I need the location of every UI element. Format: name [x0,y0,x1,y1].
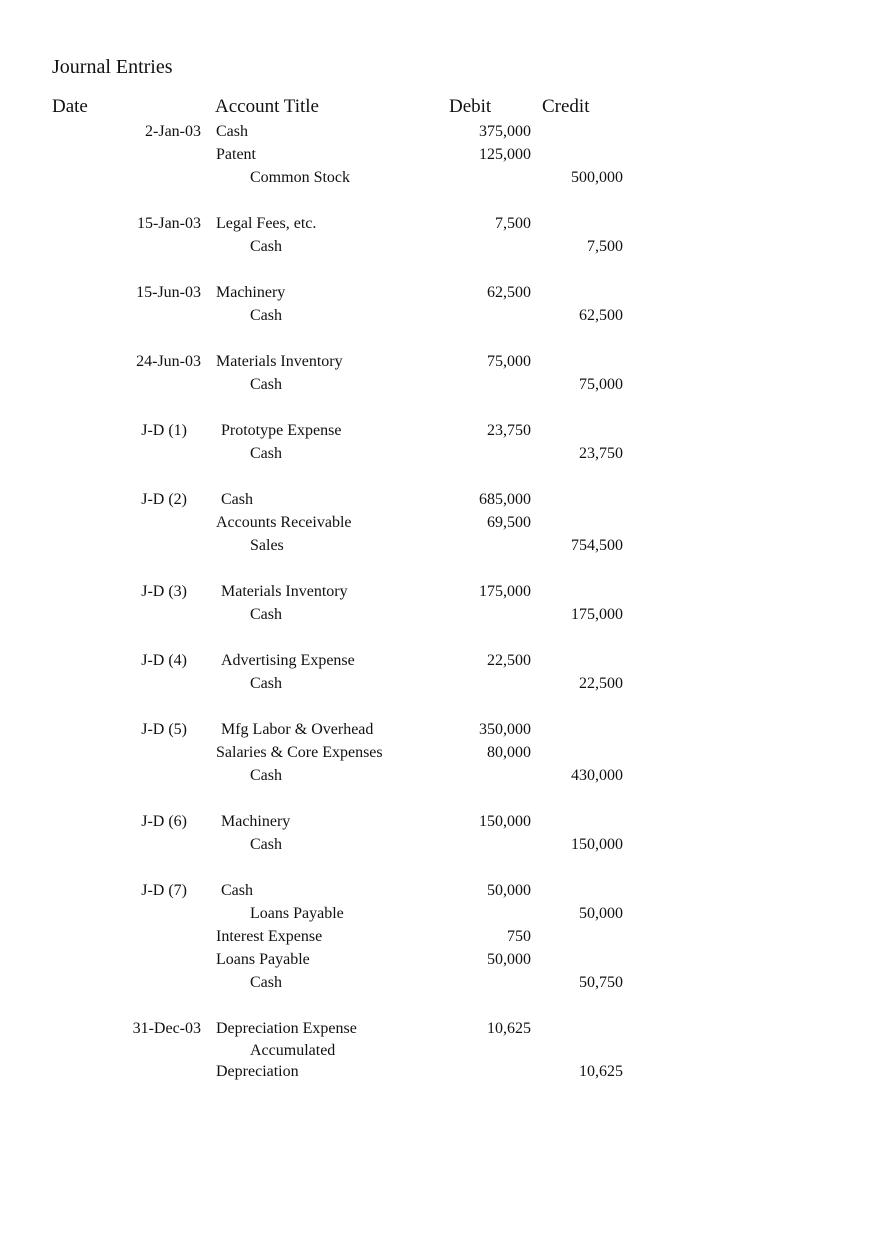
entry-line [0,833,880,856]
entry-line [0,1040,880,1061]
debit-column-header: Debit [449,96,492,117]
account-title: Machinery [216,284,286,301]
entry-date: J-D (6) [141,813,187,830]
debit-amount: 375,000 [479,123,531,140]
entry-date: 15-Jun-03 [136,284,201,301]
entry-line [0,902,880,925]
journal-entry [0,810,880,856]
entry-line [0,810,880,833]
entry-line [0,419,880,442]
account-title: Materials Inventory [221,583,348,600]
account-title: Mfg Labor & Overhead [221,721,374,738]
credit-amount: 754,500 [571,537,623,554]
debit-amount: 175,000 [479,583,531,600]
debit-amount: 10,625 [487,1020,531,1037]
journal-entry [0,488,880,557]
account-title: Accumulated [250,1042,336,1059]
entry-date: 15-Jan-03 [137,215,201,232]
credit-amount: 10,625 [579,1063,623,1080]
journal-entry [0,419,880,465]
credit-amount: 50,750 [579,974,623,991]
entry-line [0,603,880,626]
entry-line [0,1017,880,1040]
account-title: Cash [250,238,282,255]
debit-amount: 50,000 [487,951,531,968]
entry-line [0,442,880,465]
debit-amount: 150,000 [479,813,531,830]
journal-entry [0,120,880,189]
account-title: Advertising Expense [221,652,355,669]
credit-amount: 23,750 [579,445,623,462]
entry-line [0,143,880,166]
entry-line [0,649,880,672]
entry-date: J-D (2) [141,491,187,508]
credit-amount: 7,500 [587,238,623,255]
debit-amount: 685,000 [479,491,531,508]
debit-amount: 22,500 [487,652,531,669]
debit-amount: 23,750 [487,422,531,439]
journal-entry [0,1017,880,1082]
account-title: Cash [250,767,282,784]
account-title: Cash [250,836,282,853]
entry-line [0,764,880,787]
entry-line [0,971,880,994]
credit-amount: 75,000 [579,376,623,393]
entry-line [0,511,880,534]
account-title: Cash [250,376,282,393]
journal-entry [0,281,880,327]
debit-amount: 750 [507,928,531,945]
account-title: Depreciation Expense [216,1020,357,1037]
page-title: Journal Entries [52,56,173,78]
entry-line [0,166,880,189]
entry-date: J-D (3) [141,583,187,600]
account-title: Salaries & Core Expenses [216,744,383,761]
account-title: Legal Fees, etc. [216,215,317,232]
debit-amount: 80,000 [487,744,531,761]
credit-amount: 500,000 [571,169,623,186]
entry-line [0,534,880,557]
account-title: Cash [250,307,282,324]
entry-line [0,488,880,511]
entry-line [0,304,880,327]
account-title: Depreciation [216,1063,299,1080]
credit-amount: 22,500 [579,675,623,692]
account-title: Loans Payable [250,905,344,922]
entry-date: 24-Jun-03 [136,353,201,370]
debit-amount: 50,000 [487,882,531,899]
credit-amount: 50,000 [579,905,623,922]
credit-column-header: Credit [542,96,590,117]
debit-amount: 69,500 [487,514,531,531]
entry-line [0,925,880,948]
account-title: Loans Payable [216,951,310,968]
account-title: Cash [216,123,248,140]
account-title: Cash [250,974,282,991]
debit-amount: 75,000 [487,353,531,370]
debit-amount: 62,500 [487,284,531,301]
entry-line [0,718,880,741]
entry-line [0,281,880,304]
entry-date: J-D (1) [141,422,187,439]
account-title: Patent [216,146,256,163]
credit-amount: 430,000 [571,767,623,784]
account-title: Interest Expense [216,928,323,945]
entry-line [0,350,880,373]
journal-entry [0,649,880,695]
account-title: Cash [250,445,282,462]
journal-entry [0,580,880,626]
entry-line [0,235,880,258]
account-title: Machinery [221,813,291,830]
account-title: Accounts Receivable [216,514,352,531]
entry-line [0,948,880,971]
debit-amount: 125,000 [479,146,531,163]
journal-entries-list [0,120,880,1105]
journal-entry [0,718,880,787]
journal-entry [0,212,880,258]
credit-amount: 62,500 [579,307,623,324]
entry-line [0,373,880,396]
entry-date: 31-Dec-03 [132,1020,201,1037]
entry-line [0,672,880,695]
entry-date: J-D (7) [141,882,187,899]
entry-date: J-D (5) [141,721,187,738]
account-title: Common Stock [250,169,351,186]
account-title: Cash [250,675,282,692]
debit-amount: 7,500 [495,215,531,232]
entry-line [0,212,880,235]
entry-date: J-D (4) [141,652,187,669]
debit-amount: 350,000 [479,721,531,738]
credit-amount: 175,000 [571,606,623,623]
account-title: Cash [250,606,282,623]
journal-entry [0,879,880,994]
account-title: Prototype Expense [221,422,342,439]
entry-date: 2-Jan-03 [145,123,201,140]
account-title: Materials Inventory [216,353,343,370]
entry-line [0,120,880,143]
journal-entry [0,350,880,396]
entry-line [0,879,880,902]
account-column-header: Account Title [215,96,319,117]
entry-line [0,1061,880,1082]
account-title: Sales [250,537,284,554]
entry-line [0,741,880,764]
entry-line [0,580,880,603]
date-column-header: Date [52,96,88,117]
account-title: Cash [221,491,253,508]
credit-amount: 150,000 [571,836,623,853]
account-title: Cash [221,882,253,899]
